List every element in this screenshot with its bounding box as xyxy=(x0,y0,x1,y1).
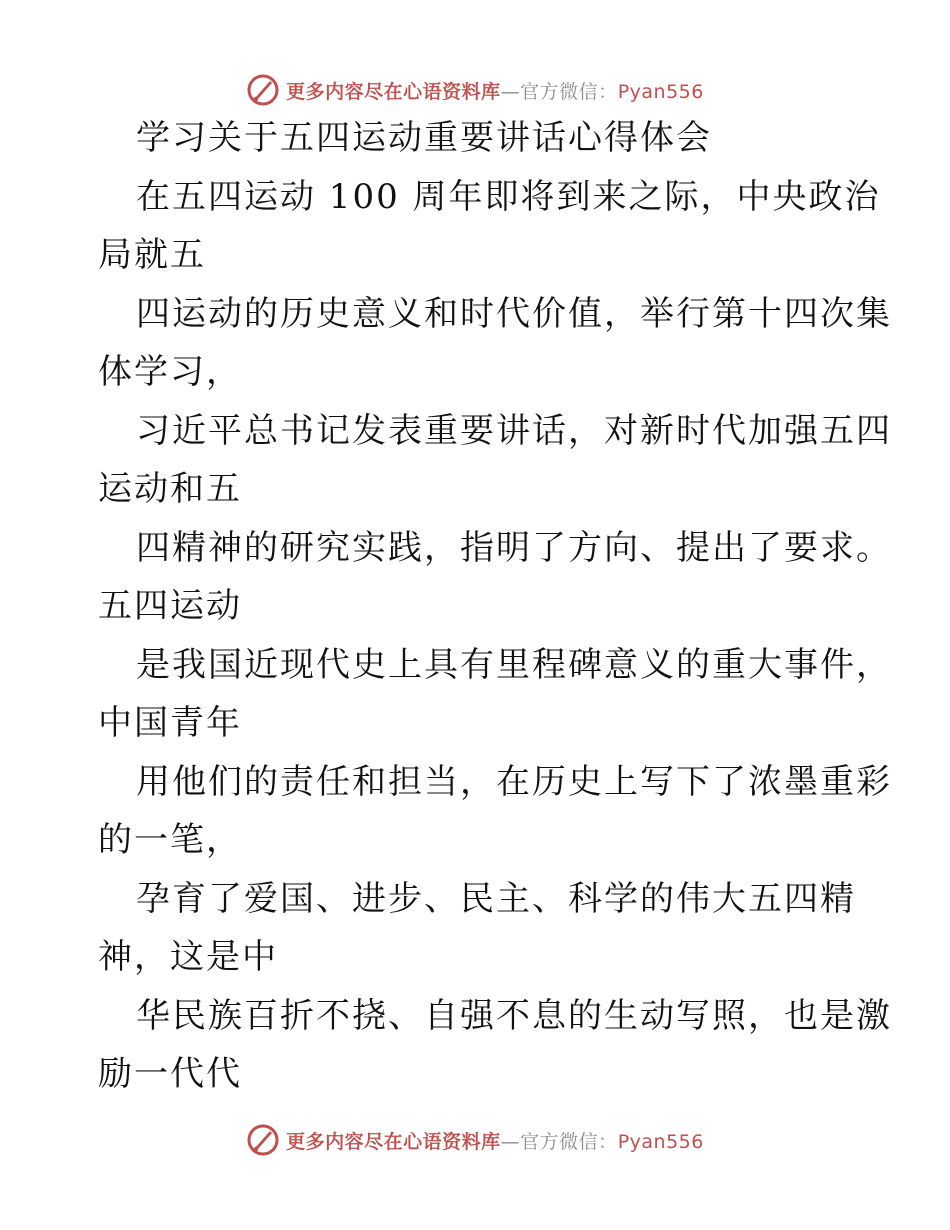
document-line: 四运动的历史意义和时代价值，举行第十四次集 xyxy=(136,293,892,334)
document-line: 励一代代 xyxy=(98,1054,242,1094)
document-line: 是我国近现代史上具有里程碑意义的重大事件， xyxy=(136,644,892,685)
document-line: 学习关于五四运动重要讲话心得体会 xyxy=(136,118,712,158)
watermark-site-name: 更多内容尽在心语资料库 xyxy=(286,80,501,103)
watermark-wechat-label: —官方微信： xyxy=(500,80,618,103)
document-line: 五四运动 xyxy=(98,586,242,626)
footer-watermark xyxy=(0,1120,950,1160)
document-line: 局就五 xyxy=(98,235,206,275)
header-watermark xyxy=(0,70,950,110)
document-line: 孕育了爱国、进步、民主、科学的伟大五四精 xyxy=(136,878,856,919)
document-line: 习近平总书记发表重要讲话，对新时代加强五四 xyxy=(136,410,892,451)
document-line: 运动和五 xyxy=(98,469,242,509)
quill-logo-icon xyxy=(246,1123,280,1157)
document-line: 四精神的研究实践，指明了方向、提出了要求。 xyxy=(136,527,892,568)
document-line: 的一笔， xyxy=(98,820,242,860)
document-line: 在五四运动 100 周年即将到来之际，中央政治 xyxy=(136,176,881,217)
watermark-wechat-id: Pyan556 xyxy=(617,1130,704,1153)
document-line: 用他们的责任和担当，在历史上写下了浓墨重彩 xyxy=(136,761,892,802)
document-line: 华民族百折不挠、自强不息的生动写照，也是激 xyxy=(136,995,892,1036)
watermark-wechat-id: Pyan556 xyxy=(617,80,704,103)
watermark-wechat-label: —官方微信： xyxy=(500,1130,618,1153)
document-line: 中国青年 xyxy=(98,703,242,743)
watermark-text xyxy=(286,77,704,104)
watermark-site-name: 更多内容尽在心语资料库 xyxy=(286,1130,501,1153)
quill-logo-icon xyxy=(246,73,280,107)
document-line: 神，这是中 xyxy=(98,937,278,977)
document-line: 体学习， xyxy=(98,352,242,392)
watermark-text xyxy=(286,1127,704,1154)
